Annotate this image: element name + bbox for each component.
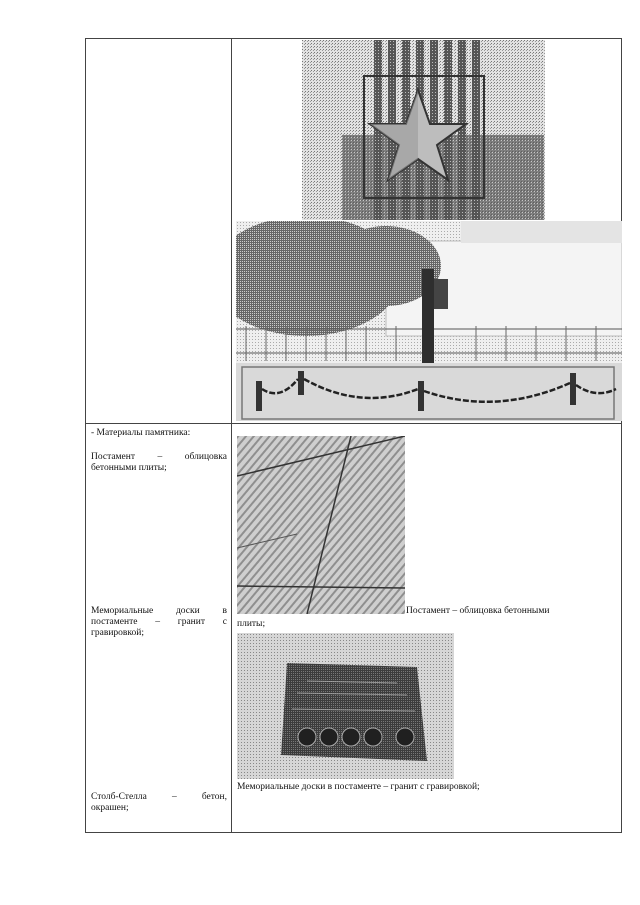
plaques-caption: Мемориальные доски в постаменте – гранит с гравировкой; [237, 782, 480, 792]
row-divider [86, 423, 621, 424]
materials-heading: - Материалы памятника: [91, 428, 191, 438]
column-divider [231, 39, 232, 832]
memorial-plaque-photo [237, 633, 454, 779]
document-table [85, 38, 622, 833]
memorial-photo [236, 221, 622, 421]
plaques-description: Мемориальные доски в постаменте – гранит с гравировкой; [91, 606, 227, 638]
pedestal-caption: Постамент – облицовка бетонными [406, 606, 550, 616]
pedestal-description: Постамент – облицовка бетонными плиты; [91, 452, 227, 473]
star-photo [302, 40, 545, 220]
stele-description: Столб-Стелла – бетон, окрашен; [91, 792, 227, 813]
pedestal-tiles-photo [237, 436, 405, 614]
pedestal-caption-continued: плиты; [237, 619, 266, 629]
